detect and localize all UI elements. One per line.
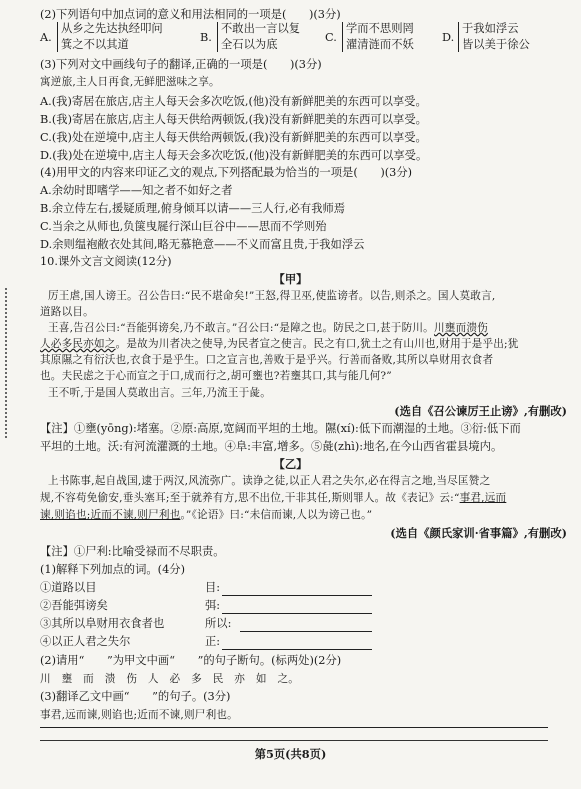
yi-line3 <box>40 508 372 522</box>
option-letter: A. <box>40 31 52 44</box>
answer-line[interactable] <box>222 648 372 650</box>
page-number: 第5页(共8页) <box>254 747 327 761</box>
jia-note-line1: 【注】①壅(yōng):堵塞。②原:高原,宽阔而平坦的土地。隰(xí):低下而潮湿的土地。③衍:低下而 <box>40 422 521 435</box>
option-line2: 箕之不以其道 <box>61 38 129 51</box>
option-line2: 濯清涟而不妖 <box>346 38 414 51</box>
q4-option-b: B.余立侍左右,援疑质理,俯身倾耳以请——三人行,必有我师焉 <box>40 202 346 215</box>
q4-option-a: A.余幼时即嗜学——知之者不如好之者 <box>40 184 233 197</box>
yi-underlined-sentence: 谏,则谄也;近而不谏,则尸利也 <box>40 509 181 521</box>
answer-line[interactable] <box>222 612 372 614</box>
option-line2: 皆以美于徐公 <box>462 38 530 51</box>
jia-p2-text: 。是故为川者决之使导,为民者宣之使言。民之有口,犹土之有山川也,财用于是乎出;犹 <box>115 338 519 350</box>
yi-text: 。”《论语》曰:“未信而谏,人以为谤己也。” <box>180 509 373 521</box>
option-line1: 学而不思则罔 <box>346 22 414 35</box>
option-line1: 于我如浮云 <box>462 22 519 35</box>
jia-p2-line3: 其原隰之有衍沃也,衣食于是乎生。口之宣言也,善败于是乎兴。行善而备败,其所以阜财用衣食者 <box>40 354 494 366</box>
q3-option-b: B.(我)寄居在旅店,店主人每天供给两顿饭,(我)没有新鲜肥美的东西可以享受。 <box>40 113 427 126</box>
option-line1: 从乡之先达执经叩问 <box>61 22 163 35</box>
sub2-stem: (2)请用“ ”为甲文中画“ ”的句子断句。(标两处)(2分) <box>40 654 342 667</box>
jia-p2-line2 <box>40 337 519 351</box>
brace <box>217 22 218 52</box>
translation-answer-line[interactable] <box>40 726 548 728</box>
brace <box>57 22 58 52</box>
option-line2: 全石以为底 <box>221 38 278 51</box>
passage-yi-title: 【乙】 <box>273 457 308 471</box>
option-letter: C. <box>325 31 337 44</box>
brace <box>342 22 343 52</box>
sub1-question: ②吾能弭谤矣 <box>40 599 108 612</box>
jia-p2-line1 <box>48 321 488 335</box>
yi-underlined-sentence: 事君,远而 <box>459 492 507 504</box>
yi-text: 规,不容苟免偷安,垂头塞耳;至于就养有方,思不出位,干非其任,斯则罪人。故《表记》云:“ <box>40 492 460 504</box>
yi-line2 <box>40 491 506 505</box>
sub1-word: 所以: <box>205 617 232 630</box>
jia-note-line2: 平坦的土地。沃:有河流灌溉的土地。④阜:丰富,增多。⑤彘(zhì):地名,在今山西省霍县境内。 <box>40 440 503 453</box>
q3-option-c: C.(我)处在逆境中,店主人每天供给两顿饭,(我)没有新鲜肥美的东西可以享受。 <box>40 131 427 144</box>
yi-line1: 上书陈事,起自战国,逮于两汉,风流弥广。读诤之徒,以正人君之失尔,必在得言之地,当尽匡赞之 <box>48 475 491 487</box>
sub1-stem: (1)解释下列加点的词。(4分) <box>40 563 185 576</box>
q4-option-c: C.当余之从师也,负箧曳屣行深山巨谷中——思而不学则殆 <box>40 220 327 233</box>
q4-option-d: D.余则缊袍敝衣处其间,略无慕艳意——不义而富且贵,于我如浮云 <box>40 238 365 251</box>
sub1-question: ①道路以目 <box>40 581 97 594</box>
jia-p1-line1: 厉王虐,国人谤王。召公告曰:“民不堪命矣!”王怒,得卫巫,使监谤者。以告,则杀之。国人莫敢言, <box>48 290 496 302</box>
jia-marked-sentence: 川壅而溃伤 <box>433 322 488 334</box>
jia-p2-text: 王喜,告召公曰:“吾能弭谤矣,乃不敢言。”召公曰:“是障之也。防民之口,甚于防川。 <box>48 322 434 334</box>
answer-line[interactable] <box>240 630 372 632</box>
option-letter: D. <box>442 31 455 44</box>
jia-marked-sentence: 人必多民亦如之 <box>40 338 116 350</box>
sub1-word: 弭: <box>205 599 221 612</box>
sub1-word: 目: <box>205 581 221 594</box>
jia-p2-line4: 也。夫民虑之于心而宣之于口,成而行之,胡可壅也?若壅其口,其与能几何?” <box>40 370 392 382</box>
yi-source: (选自《颜氏家训·省事篇》,有删改) <box>390 526 567 540</box>
binding-margin-dots <box>5 288 9 438</box>
jia-p1-line2: 道路以目。 <box>40 306 94 318</box>
sub1-question: ④以正人君之失尔 <box>40 635 131 648</box>
option-line1: 不敢出一言以复 <box>221 22 301 35</box>
q3-stem: (3)下列对文中画线句子的翻译,正确的一项是( )(3分) <box>40 58 322 71</box>
sub1-word: 正: <box>205 635 221 648</box>
q3-option-a: A.(我)寄居在旅店,店主人每天会多次吃饭,(他)没有新鲜肥美的东西可以享受。 <box>40 95 427 108</box>
q10-title: 10.课外文言文阅读(12分) <box>40 255 172 268</box>
brace <box>458 22 459 52</box>
sub1-question: ③其所以阜财用衣食者也 <box>40 617 165 630</box>
q3-quote: 寓逆旅,主人日再食,无鲜肥滋味之享。 <box>40 76 220 88</box>
jia-source: (选自《召公谏厉王止谤》,有删改) <box>394 404 567 418</box>
footer-rule <box>40 740 548 741</box>
sub3-sentence: 事君,远而谏,则谄也;近而不谏,则尸利也。 <box>40 709 238 721</box>
q4-stem: (4)用甲文的内容来印证乙文的观点,下列搭配最为恰当的一项是( )(3分) <box>40 166 413 179</box>
jia-p3: 王不听,于是国人莫敢出言。三年,乃流王于彘。 <box>48 387 272 399</box>
yi-note: 【注】①尸利:比喻受禄而不尽职责。 <box>40 545 225 558</box>
answer-line[interactable] <box>222 594 372 596</box>
option-letter: B. <box>200 31 212 44</box>
sub2-sentence: 川 壅 而 溃 伤 人 必 多 民 亦 如 之。 <box>40 673 300 685</box>
q2-stem: (2)下列语句中加点词的意义和用法相同的一项是( )(3分) <box>40 8 341 21</box>
q3-option-d: D.(我)处在逆境中,店主人每天会多次吃饭,(他)没有新鲜肥美的东西可以享受。 <box>40 149 428 162</box>
passage-jia-title: 【甲】 <box>273 272 308 286</box>
sub3-stem: (3)翻译乙文中画“ ”的句子。(3分) <box>40 690 231 703</box>
